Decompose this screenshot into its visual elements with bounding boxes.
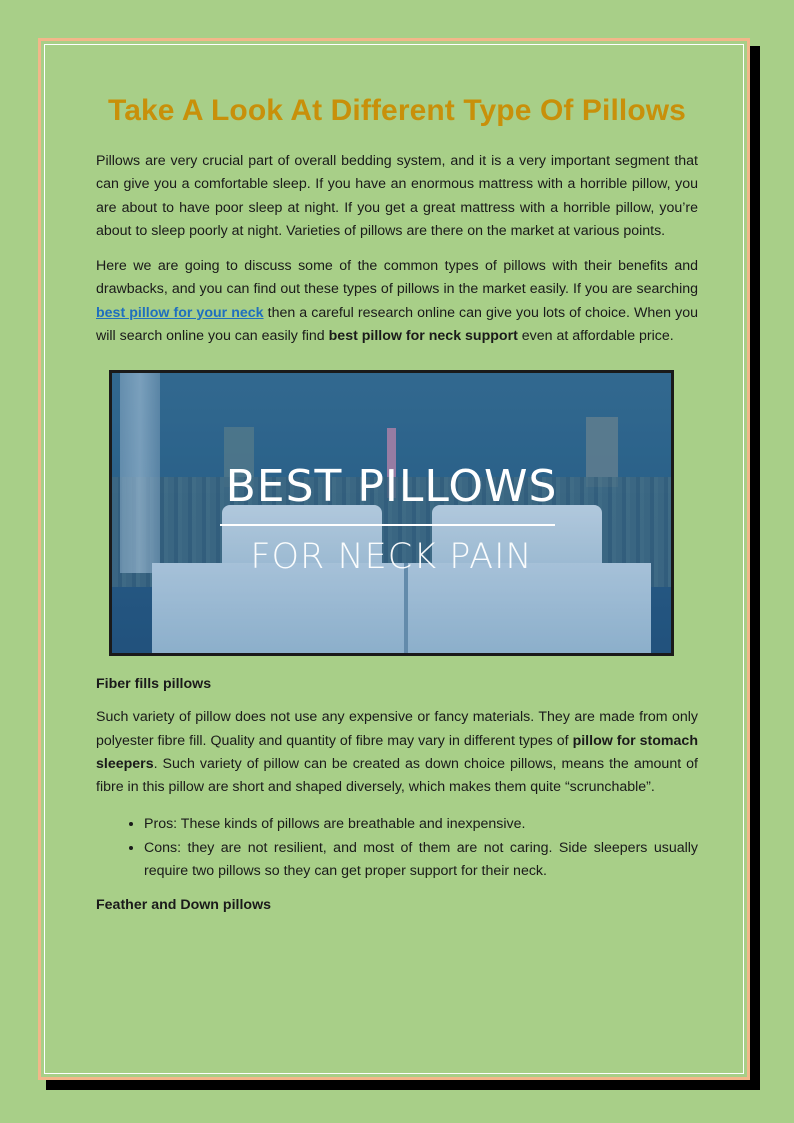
hero-title-line2: FOR NECK PAIN [250, 537, 533, 578]
document-body [96, 94, 698, 927]
pros-cons-list [96, 812, 698, 884]
stomach-sleepers-bold: pillow for stomach sleepers [96, 732, 698, 772]
page-title: Take A Look At Different Type Of Pillows [108, 94, 686, 127]
fiber-text-end: . Such variety of pillow can be created as down choice pillows, means the amount of fibre in this pillow are short and shaped diversely, which makes them quite “scrunchable”. [96, 755, 698, 796]
hero-title-line1: BEST PILLOWS [225, 461, 558, 513]
best-pillow-neck-link[interactable]: best pillow for your neck [96, 304, 264, 321]
list-item-cons: • Cons: they are not resilient, and most of them are not caring. Side sleepers usually require two pillows so they can get proper support for their neck. [144, 836, 698, 884]
fiber-paragraph [96, 706, 698, 799]
hero-blue-overlay [112, 373, 671, 653]
discussion-paragraph [96, 255, 698, 348]
section-heading-feather: Feather and Down pillows [96, 897, 271, 914]
hero-divider [220, 524, 555, 526]
discussion-text-start: Here we are going to discuss some of the common types of pillows with their benefits and drawbacks, and you can find out these types of pillows in the market easily. If you are searching [96, 258, 698, 298]
discussion-text-middle: then a careful research online can give you lots of choice. When you will search online you can easily find [96, 304, 698, 345]
fiber-text-start: Such variety of pillow does not use any expensive or fancy materials. They are made from only polyester fibre fill. Quality and quantity of fibre may vary in different types of [96, 709, 698, 749]
discussion-text-end: even at affordable price. [517, 328, 674, 345]
hero-image [109, 370, 674, 656]
intro-paragraph: Pillows are very crucial part of overall bedding system, and it is a very important segment that can give you a comfortable sleep. If you have an enormous mattress with a horrible pillow, you are about to have poor sleep at night. If you get a great mattress with a horrible pillow, you’re about to sleep poorly at night. Varieties of pillows are there on the market at various points. [96, 153, 698, 239]
section-heading-fiber: Fiber fills pillows [96, 676, 212, 693]
list-item-pros: • Pros: These kinds of pillows are breathable and inexpensive. [144, 812, 698, 836]
neck-support-bold: best pillow for neck support [328, 328, 518, 345]
